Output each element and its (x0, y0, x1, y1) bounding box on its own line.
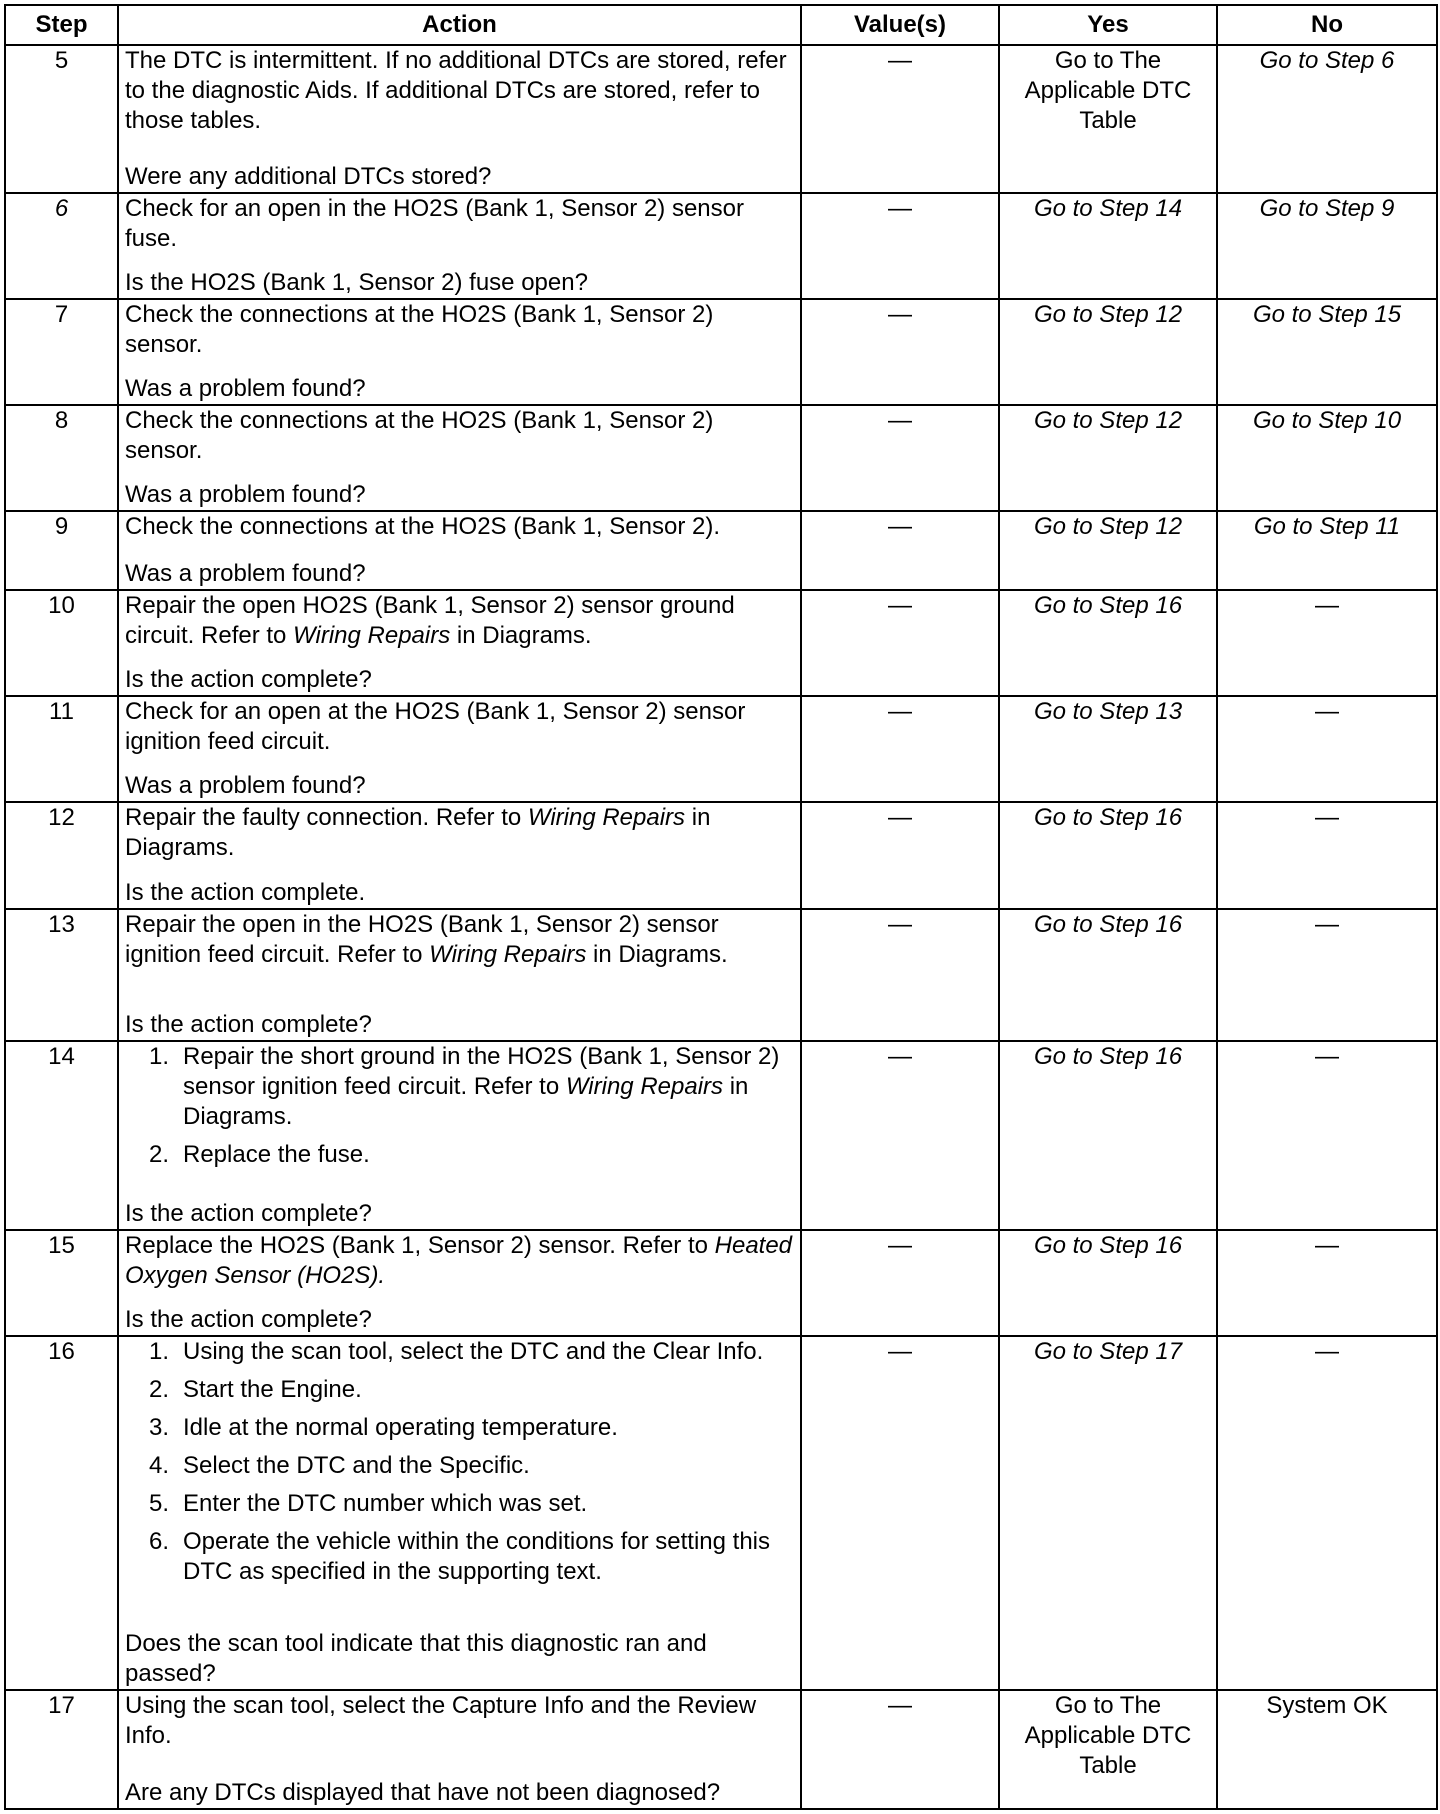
action-text-part: Repair the open HO2S (Bank 1, Sensor 2) sensor ground circuit. Refer to (125, 591, 735, 649)
table-row (5, 802, 1437, 908)
list-item-text: Select the DTC and the Specific. (183, 1451, 530, 1479)
value-cell: — (801, 1041, 999, 1230)
list-item-number: 5. (149, 1489, 170, 1517)
action-text: Check for an open in the HO2S (Bank 1, Sensor 2) sensor fuse. (125, 194, 744, 252)
action-text-part: in Diagrams. (450, 621, 592, 649)
step-number: 11 (5, 696, 118, 802)
list-item (117, 1140, 794, 1170)
action-text: Check for an open at the HO2S (Bank 1, Sensor 2) sensor ignition feed circuit. (125, 697, 746, 755)
list-item-number: 1. (149, 1042, 170, 1070)
action-question: Are any DTCs displayed that have not been diagnosed? (125, 1779, 721, 1806)
action-text-part: Repair the faulty connection. Refer to (125, 804, 528, 832)
action-cell (118, 193, 801, 299)
value-cell: — (801, 696, 999, 802)
action-cell (118, 590, 801, 696)
no-cell: — (1217, 1336, 1437, 1690)
action-text-part: Replace the HO2S (Bank 1, Sensor 2) sensor. Refer to (125, 1231, 715, 1259)
table-row (5, 1230, 1437, 1336)
step-number: 16 (5, 1336, 118, 1690)
yes-cell: Go to Step 16 (999, 1041, 1217, 1230)
diagnostic-table-page (4, 4, 1436, 1810)
action-question: Is the action complete? (125, 1199, 372, 1227)
action-cell (118, 1690, 801, 1809)
value-cell: — (801, 590, 999, 696)
yes-cell: Go to Step 14 (999, 193, 1217, 299)
header-row (5, 5, 1437, 45)
table-row (5, 1336, 1437, 1690)
list-item-number: 4. (149, 1451, 170, 1479)
list-item-text: Enter the DTC number which was set. (183, 1489, 588, 1517)
list-item (117, 1527, 794, 1587)
header-no: No (1217, 5, 1437, 45)
action-text (125, 1231, 794, 1291)
yes-cell: Go to Step 12 (999, 405, 1217, 511)
step-number: 7 (5, 299, 118, 405)
action-cell (118, 696, 801, 802)
step-number: 15 (5, 1230, 118, 1336)
step-number: 9 (5, 511, 118, 589)
reference-link: Wiring Repairs (527, 804, 686, 832)
no-cell: — (1217, 1041, 1437, 1230)
action-question: Is the action complete? (125, 665, 372, 693)
action-text-part: Repair the open in the HO2S (Bank 1, Sensor 2) sensor ignition feed circuit. Refer to (125, 910, 719, 968)
action-question: Is the action complete. (125, 878, 366, 906)
action-text: Using the scan tool, select the Capture Info and the Review Info. (125, 1691, 757, 1749)
action-steps-list (117, 1042, 794, 1178)
action-text (125, 803, 794, 863)
list-item (117, 1042, 794, 1132)
action-question: Was a problem found? (125, 772, 366, 800)
value-cell: — (801, 45, 999, 193)
action-question: Were any additional DTCs stored? (125, 162, 492, 190)
yes-cell: Go to Step 13 (999, 696, 1217, 802)
yes-cell: Go to The Applicable DTC Table (999, 1690, 1217, 1809)
action-text: Check the connections at the HO2S (Bank 1, Sensor 2). (125, 513, 720, 541)
action-question: Is the HO2S (Bank 1, Sensor 2) fuse open? (125, 268, 588, 296)
list-item-number: 2. (149, 1140, 170, 1168)
list-item-text: Repair the short ground in the HO2S (Bank 1, Sensor 2) sensor ignition feed circuit. Refer to (183, 1042, 780, 1100)
yes-cell: Go to Step 16 (999, 802, 1217, 908)
action-cell (118, 405, 801, 511)
no-cell: Go to Step 11 (1217, 511, 1437, 589)
reference-link: Wiring Repairs (565, 1072, 724, 1100)
no-cell: Go to Step 10 (1217, 405, 1437, 511)
action-cell (118, 909, 801, 1041)
table-body (5, 45, 1437, 1809)
table-row (5, 299, 1437, 405)
value-cell: — (801, 193, 999, 299)
action-question: Is the action complete? (125, 1010, 372, 1038)
no-cell: — (1217, 696, 1437, 802)
no-cell: Go to Step 15 (1217, 299, 1437, 405)
table-row (5, 193, 1437, 299)
list-item-number: 1. (149, 1337, 170, 1365)
value-cell: — (801, 511, 999, 589)
action-cell (118, 299, 801, 405)
action-steps-list (117, 1337, 794, 1595)
value-cell: — (801, 1336, 999, 1690)
action-question: Was a problem found? (125, 481, 366, 509)
list-item-text: in Diagrams. (183, 1072, 749, 1130)
action-question: Is the action complete? (125, 1305, 372, 1333)
list-item-number: 6. (149, 1527, 170, 1555)
list-item (117, 1451, 794, 1481)
header-yes: Yes (999, 5, 1217, 45)
header-values: Value(s) (801, 5, 999, 45)
no-cell: — (1217, 909, 1437, 1041)
value-cell: — (801, 909, 999, 1041)
table-row (5, 1041, 1437, 1230)
diagnostic-table (4, 4, 1438, 1810)
no-cell: System OK (1217, 1690, 1437, 1809)
no-cell: Go to Step 6 (1217, 45, 1437, 193)
step-number: 6 (5, 193, 118, 299)
reference-link: Heated Oxygen Sensor (HO2S). (125, 1231, 793, 1289)
action-text-part: in Diagrams. (586, 940, 728, 968)
action-cell (118, 1336, 801, 1690)
action-cell (118, 802, 801, 908)
action-question: Was a problem found? (125, 375, 366, 403)
action-text: Check the connections at the HO2S (Bank 1, Sensor 2) sensor. (125, 407, 714, 465)
value-cell: — (801, 802, 999, 908)
yes-cell: Go to Step 12 (999, 299, 1217, 405)
table-row (5, 405, 1437, 511)
action-cell (118, 511, 801, 589)
yes-cell: Go to Step 16 (999, 590, 1217, 696)
step-number: 17 (5, 1690, 118, 1809)
table-row (5, 696, 1437, 802)
reference-link: Wiring Repairs (429, 940, 587, 968)
step-number: 10 (5, 590, 118, 696)
list-item (117, 1413, 794, 1443)
value-cell: — (801, 299, 999, 405)
step-number: 14 (5, 1041, 118, 1230)
action-text: The DTC is intermittent. If no additional DTCs are stored, refer to the diagnostic Aids. If additional DTCs are stored, refer to those tables. (125, 47, 787, 134)
no-cell: — (1217, 802, 1437, 908)
yes-cell: Go to Step 17 (999, 1336, 1217, 1690)
table-row (5, 590, 1437, 696)
action-text (125, 910, 794, 970)
action-cell (118, 45, 801, 193)
list-item-number: 2. (149, 1375, 170, 1403)
yes-cell: Go to Step 16 (999, 909, 1217, 1041)
list-item-text: Start the Engine. (183, 1375, 362, 1403)
table-row (5, 1690, 1437, 1809)
yes-cell: Go to Step 16 (999, 1230, 1217, 1336)
action-text: Check the connections at the HO2S (Bank 1, Sensor 2) sensor. (125, 300, 714, 358)
list-item-text: Idle at the normal operating temperature. (183, 1413, 618, 1441)
no-cell: Go to Step 9 (1217, 193, 1437, 299)
list-item-text: Using the scan tool, select the DTC and the Clear Info. (183, 1337, 764, 1365)
list-item-text: Operate the vehicle within the conditions for setting this DTC as specified in the supporting text. (183, 1527, 770, 1585)
yes-cell: Go to Step 12 (999, 511, 1217, 589)
action-text-part: in Diagrams. (125, 804, 711, 862)
action-question: Was a problem found? (125, 559, 366, 587)
list-item (117, 1375, 794, 1405)
no-cell: — (1217, 1230, 1437, 1336)
action-cell (118, 1041, 801, 1230)
value-cell: — (801, 1690, 999, 1809)
step-number: 8 (5, 405, 118, 511)
header-action: Action (118, 5, 801, 45)
step-number: 12 (5, 802, 118, 908)
value-cell: — (801, 1230, 999, 1336)
step-number: 13 (5, 909, 118, 1041)
list-item (117, 1337, 794, 1367)
list-item-text: Replace the fuse. (183, 1140, 370, 1168)
no-cell: — (1217, 590, 1437, 696)
table-row (5, 45, 1437, 193)
action-text (125, 591, 794, 651)
action-cell (118, 1230, 801, 1336)
step-number: 5 (5, 45, 118, 193)
action-question: Does the scan tool indicate that this diagnostic ran and passed? (125, 1629, 707, 1687)
value-cell: — (801, 405, 999, 511)
list-item (117, 1489, 794, 1519)
table-row (5, 909, 1437, 1041)
table-row (5, 511, 1437, 589)
list-item-number: 3. (149, 1413, 170, 1441)
reference-link: Wiring Repairs (293, 621, 451, 649)
header-step: Step (5, 5, 118, 45)
yes-cell: Go to The Applicable DTC Table (999, 45, 1217, 193)
